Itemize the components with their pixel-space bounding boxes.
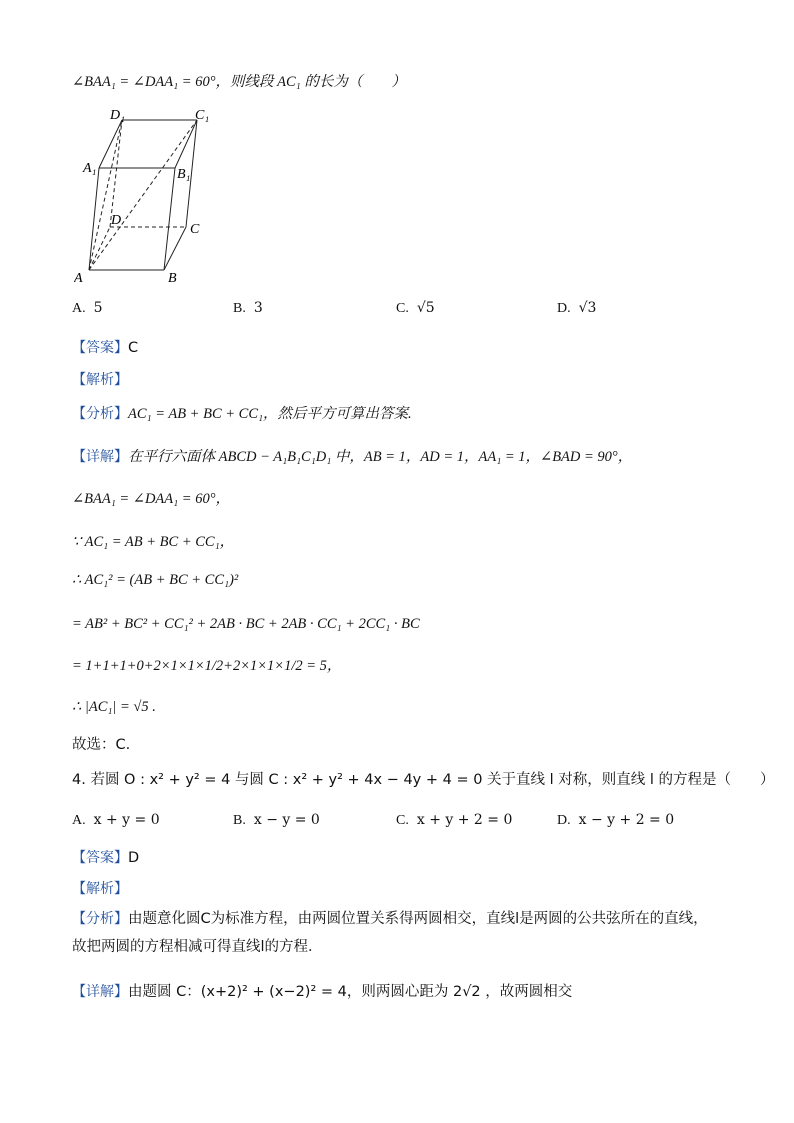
diagonal-AC1 (89, 120, 197, 270)
q3-answer: C (128, 340, 139, 356)
edge-BC (164, 227, 186, 270)
q3-answer-line (72, 338, 138, 358)
q3-detail-line6: = 1+1+1+0+2×1×1×1/2+2×1×1×1/2 = 5， (72, 658, 342, 674)
q4-fenxi-text: 由题意化圆C为标准方程，由两圆位置关系得两圆相交，直线l是两圆的公共弦所在的直线，故把两圆的方程相减可得直线l的方程． (72, 911, 708, 955)
q4-fenxi-paragraph (72, 905, 722, 961)
q3-stem-tail: ∠BAA₁ = ∠DAA₁ = 60°，则线段 AC₁ 的长为（ ） (72, 74, 406, 90)
answer-tag: 【答案】 (72, 340, 128, 356)
q3-option-a[interactable]: A. 5 (72, 300, 103, 316)
label-A1: A₁ (83, 161, 97, 176)
q3-detail-line5: = AB² + BC² + CC₁² + 2AB · BC + 2AB · CC₁ + 2CC₁ · BC (72, 616, 420, 632)
q3-fenxi-line (72, 404, 412, 424)
q3-option-d[interactable]: D. √3 (557, 300, 597, 316)
q4-answer: D (128, 850, 140, 866)
edge-AD1 (89, 120, 122, 270)
edge-DD1 (110, 120, 122, 227)
label-D: D (111, 213, 122, 228)
q3-choose: 故选：C. (72, 737, 131, 753)
label-B: B (168, 271, 177, 285)
label-C: C (190, 222, 200, 237)
edge-B1C1 (175, 120, 197, 168)
q4-option-b[interactable]: B. x − y = 0 (233, 812, 320, 828)
q4-analysis-line (72, 879, 128, 899)
q3-option-c[interactable]: C. √5 (396, 300, 435, 316)
answer-tag: 【答案】 (72, 850, 128, 866)
parallelepiped-figure (74, 105, 234, 285)
label-A: A (74, 271, 83, 285)
label-D1: D₁ (110, 108, 125, 123)
analysis-tag: 【解析】 (72, 881, 128, 897)
q3-option-b[interactable]: B. 3 (233, 300, 263, 316)
edge-A1D1 (99, 120, 122, 168)
q4-detail-line (72, 982, 572, 1002)
edge-AA1 (89, 168, 99, 270)
detail-tag: 【详解】 (72, 984, 128, 1000)
label-C1: C₁ (195, 108, 210, 123)
q4-detail-text: 由题圆 C：(x+2)² + (x−2)² = 4，则两圆心距为 2√2 ，故两圆相交 (128, 984, 573, 1000)
q3-fenxi-text: AC₁ = AB + BC + CC₁，然后平方可算出答案. (128, 406, 412, 422)
edge-BB1 (164, 168, 175, 270)
q4-option-d[interactable]: D. x − y + 2 = 0 (557, 812, 675, 828)
q4-option-a[interactable]: A. x + y = 0 (72, 812, 160, 828)
q4-stem: 4. 若圆 O : x² + y² = 4 与圆 C : x² + y² + 4x − 4y + 4 = 0 关于直线 l 对称，则直线 l 的方程是（ ） (72, 772, 775, 788)
detail-tag: 【详解】 (72, 449, 128, 465)
q4-option-c[interactable]: C. x + y + 2 = 0 (396, 812, 513, 828)
fenxi-tag: 【分析】 (72, 911, 128, 927)
q3-analysis-line (72, 370, 128, 390)
q4-answer-line (72, 848, 139, 868)
q3-detail-line3: ∵ AC₁ = AB + BC + CC₁， (72, 534, 235, 550)
fenxi-tag: 【分析】 (72, 406, 128, 422)
analysis-tag: 【解析】 (72, 372, 128, 388)
q3-detail-line2: ∠BAA₁ = ∠DAA₁ = 60°， (72, 491, 231, 507)
q3-detail-line4: ∴ AC₁² = (AB + BC + CC₁)² (72, 572, 239, 588)
label-B1: B₁ (177, 167, 191, 182)
q3-detail-line7: ∴ |AC₁| = √5 . (72, 699, 156, 715)
q3-detail-line1: 【详解】在平行六面体 ABCD − A₁B₁C₁D₁ 中，AB = 1，AD = 1，AA₁ = 1，∠BAD = 90°， (72, 449, 633, 465)
